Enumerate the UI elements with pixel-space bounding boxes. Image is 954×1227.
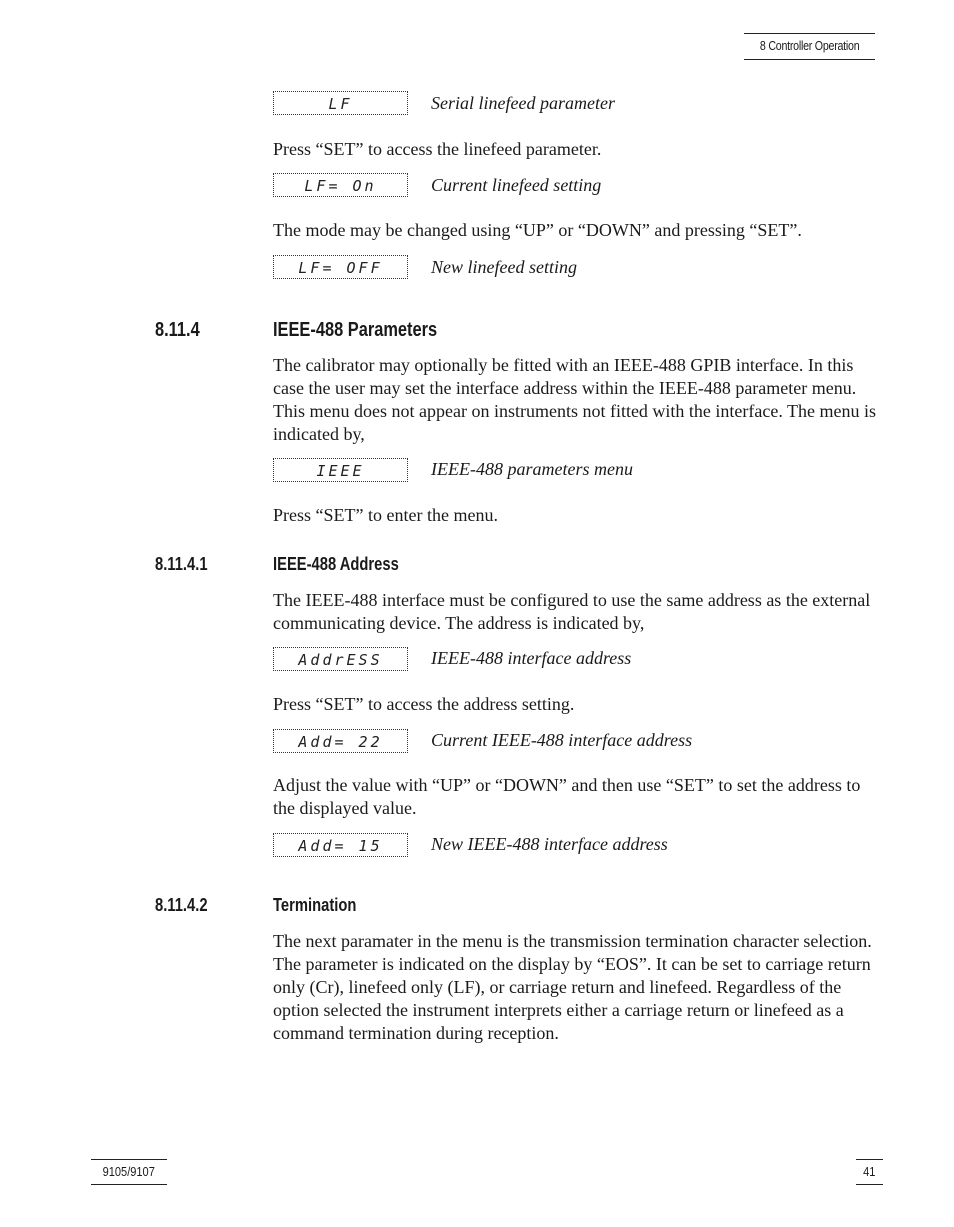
lcd-display-add-15: Add= 15 [273,833,408,857]
subsection-title: IEEE-488 Address [273,554,399,574]
paragraph-set-address: Press “SET” to access the address setting. [273,694,575,714]
lcd-display-lf-off: LF= OFF [273,255,408,279]
lcd-caption-ieee: IEEE-488 parameters menu [431,459,633,479]
lcd-display-add-22: Add= 22 [273,729,408,753]
subsection-title: Termination [273,895,357,915]
running-header-text: 8 Controller Operation [759,38,860,53]
lcd-caption-add-15: New IEEE-488 interface address [431,834,668,854]
paragraph-adjust-address: Adjust the value with “UP” or “DOWN” and then use “SET” to set the address to the displayed value. [273,775,861,818]
lcd-caption-lf-on: Current linefeed setting [431,175,602,195]
lcd-display-address: AddrESS [273,647,408,671]
lcd-display-ieee: IEEE [273,458,408,482]
lcd-caption-lf-off: New linefeed setting [431,257,577,277]
lcd-caption-add-22: Current IEEE-488 interface address [431,730,693,750]
running-header [744,33,875,60]
paragraph-termination: The next paramater in the menu is the transmission termination character selection. The parameter is indicated on the display by “EOS”. It can be set to carriage return only (Cr), linefeed only (LF), or carriage return and linefeed. Regardless of the option selected the instrument interprets either a carriage return or linefeed as a command termination during reception. [273,931,872,1043]
footer-page-text: 41 [863,1164,876,1179]
paragraph-mode-change: The mode may be changed using “UP” or “DOWN” and pressing “SET”. [273,220,802,240]
subsection-number: 8.11.4.2 [155,895,208,915]
lcd-display-lf-on: LF= On [273,173,408,197]
footer-page-number [856,1159,883,1185]
section-number: 8.11.4 [155,319,200,341]
paragraph-enter-menu: Press “SET” to enter the menu. [273,505,498,525]
lcd-caption-lf: Serial linefeed parameter [431,93,615,113]
lcd-caption-address: IEEE-488 interface address [431,648,632,668]
lcd-display-lf: LF [273,91,408,115]
paragraph-set-linefeed: Press “SET” to access the linefeed parameter. [273,139,602,159]
paragraph-ieee-intro: The calibrator may optionally be fitted with an IEEE-488 GPIB interface. In this case the user may set the interface address within the IEEE-488 parameter menu. This menu does not appear on instruments not fitted with the interface. The menu is indicated by, [273,355,877,444]
footer-model [91,1159,167,1185]
section-title: IEEE-488 Parameters [273,319,438,341]
paragraph-address-intro: The IEEE-488 interface must be configured to use the same address as the external communicating device. The address is indicated by, [273,590,871,633]
footer-model-text: 9105/9107 [102,1164,156,1179]
subsection-number: 8.11.4.1 [155,554,208,574]
